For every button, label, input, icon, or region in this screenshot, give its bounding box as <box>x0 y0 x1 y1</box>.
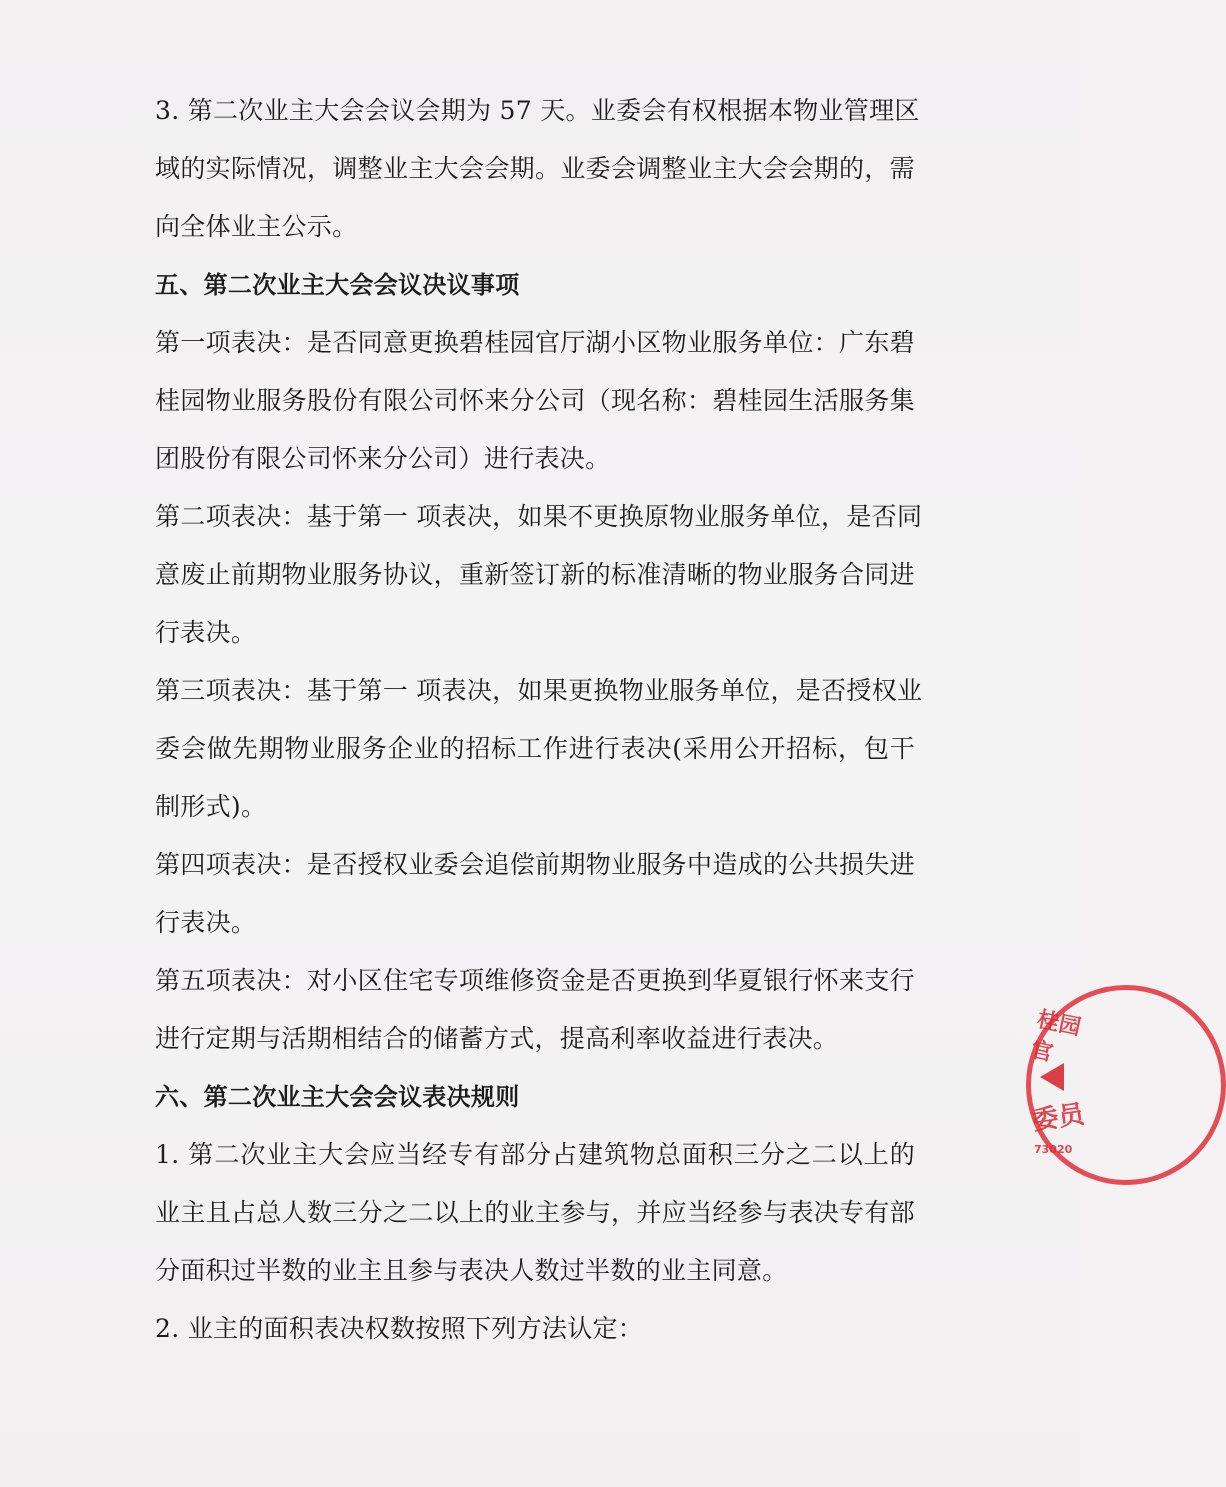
stamp-text-middle: 委员 <box>1030 1099 1087 1137</box>
text-line: 第一项表决：是否同意更换碧桂园官厅湖小区物业服务单位：广东碧 <box>155 328 915 357</box>
text-line: 3. 第二次业主大会会议会期为 57 天。业委会有权根据本物业管理区 <box>155 96 920 125</box>
stamp-star-icon <box>1040 1063 1064 1091</box>
stamp-text-number: 73020 <box>1034 1143 1073 1156</box>
text-line: 桂园物业服务股份有限公司怀来分公司（现名称：碧桂园生活服务集 <box>155 386 915 415</box>
text-line: 1. 第二次业主大会应当经专有部分占建筑物总面积三分之二以上的 <box>155 1140 915 1169</box>
stamp-text-top: 桂园官 <box>1028 1007 1084 1067</box>
section-heading: 六、第二次业主大会会议表决规则 <box>155 1083 520 1111</box>
text-line: 第五项表决：对小区住宅专项维修资金是否更换到华夏银行怀来支行 <box>155 966 915 995</box>
text-line: 团股份有限公司怀来分公司）进行表决。 <box>155 444 611 473</box>
section-heading: 五、第二次业主大会会议决议事项 <box>155 271 520 299</box>
text-line: 委会做先期物业服务企业的招标工作进行表决(采用公开招标，包干 <box>155 734 915 763</box>
text-line: 行表决。 <box>155 908 257 937</box>
red-seal-stamp <box>1026 985 1086 1185</box>
document-body <box>155 82 923 1358</box>
text-line: 分面积过半数的业主且参与表决人数过半数的业主同意。 <box>155 1256 788 1285</box>
text-line: 进行定期与活期相结合的储蓄方式，提高利率收益进行表决。 <box>155 1024 839 1053</box>
text-line: 域的实际情况，调整业主大会会期。业委会调整业主大会会期的，需 <box>155 154 915 183</box>
text-line: 制形式)。 <box>155 792 267 821</box>
text-line: 业主且占总人数三分之二以上的业主参与，并应当经参与表决专有部 <box>155 1198 915 1227</box>
text-line: 向全体业主公示。 <box>155 212 358 241</box>
text-line: 2. 业主的面积表决权数按照下列方法认定： <box>155 1314 644 1343</box>
text-line: 第二项表决：基于第一 项表决，如果不更换原物业服务单位，是否同 <box>155 502 923 531</box>
text-line: 行表决。 <box>155 618 257 647</box>
text-line: 第三项表决：基于第一 项表决，如果更换物业服务单位，是否授权业 <box>155 676 923 705</box>
text-line: 第四项表决：是否授权业委会追偿前期物业服务中造成的公共损失进 <box>155 850 915 879</box>
text-line: 意废止前期物业服务协议，重新签订新的标准清晰的物业服务合同进 <box>155 560 915 589</box>
